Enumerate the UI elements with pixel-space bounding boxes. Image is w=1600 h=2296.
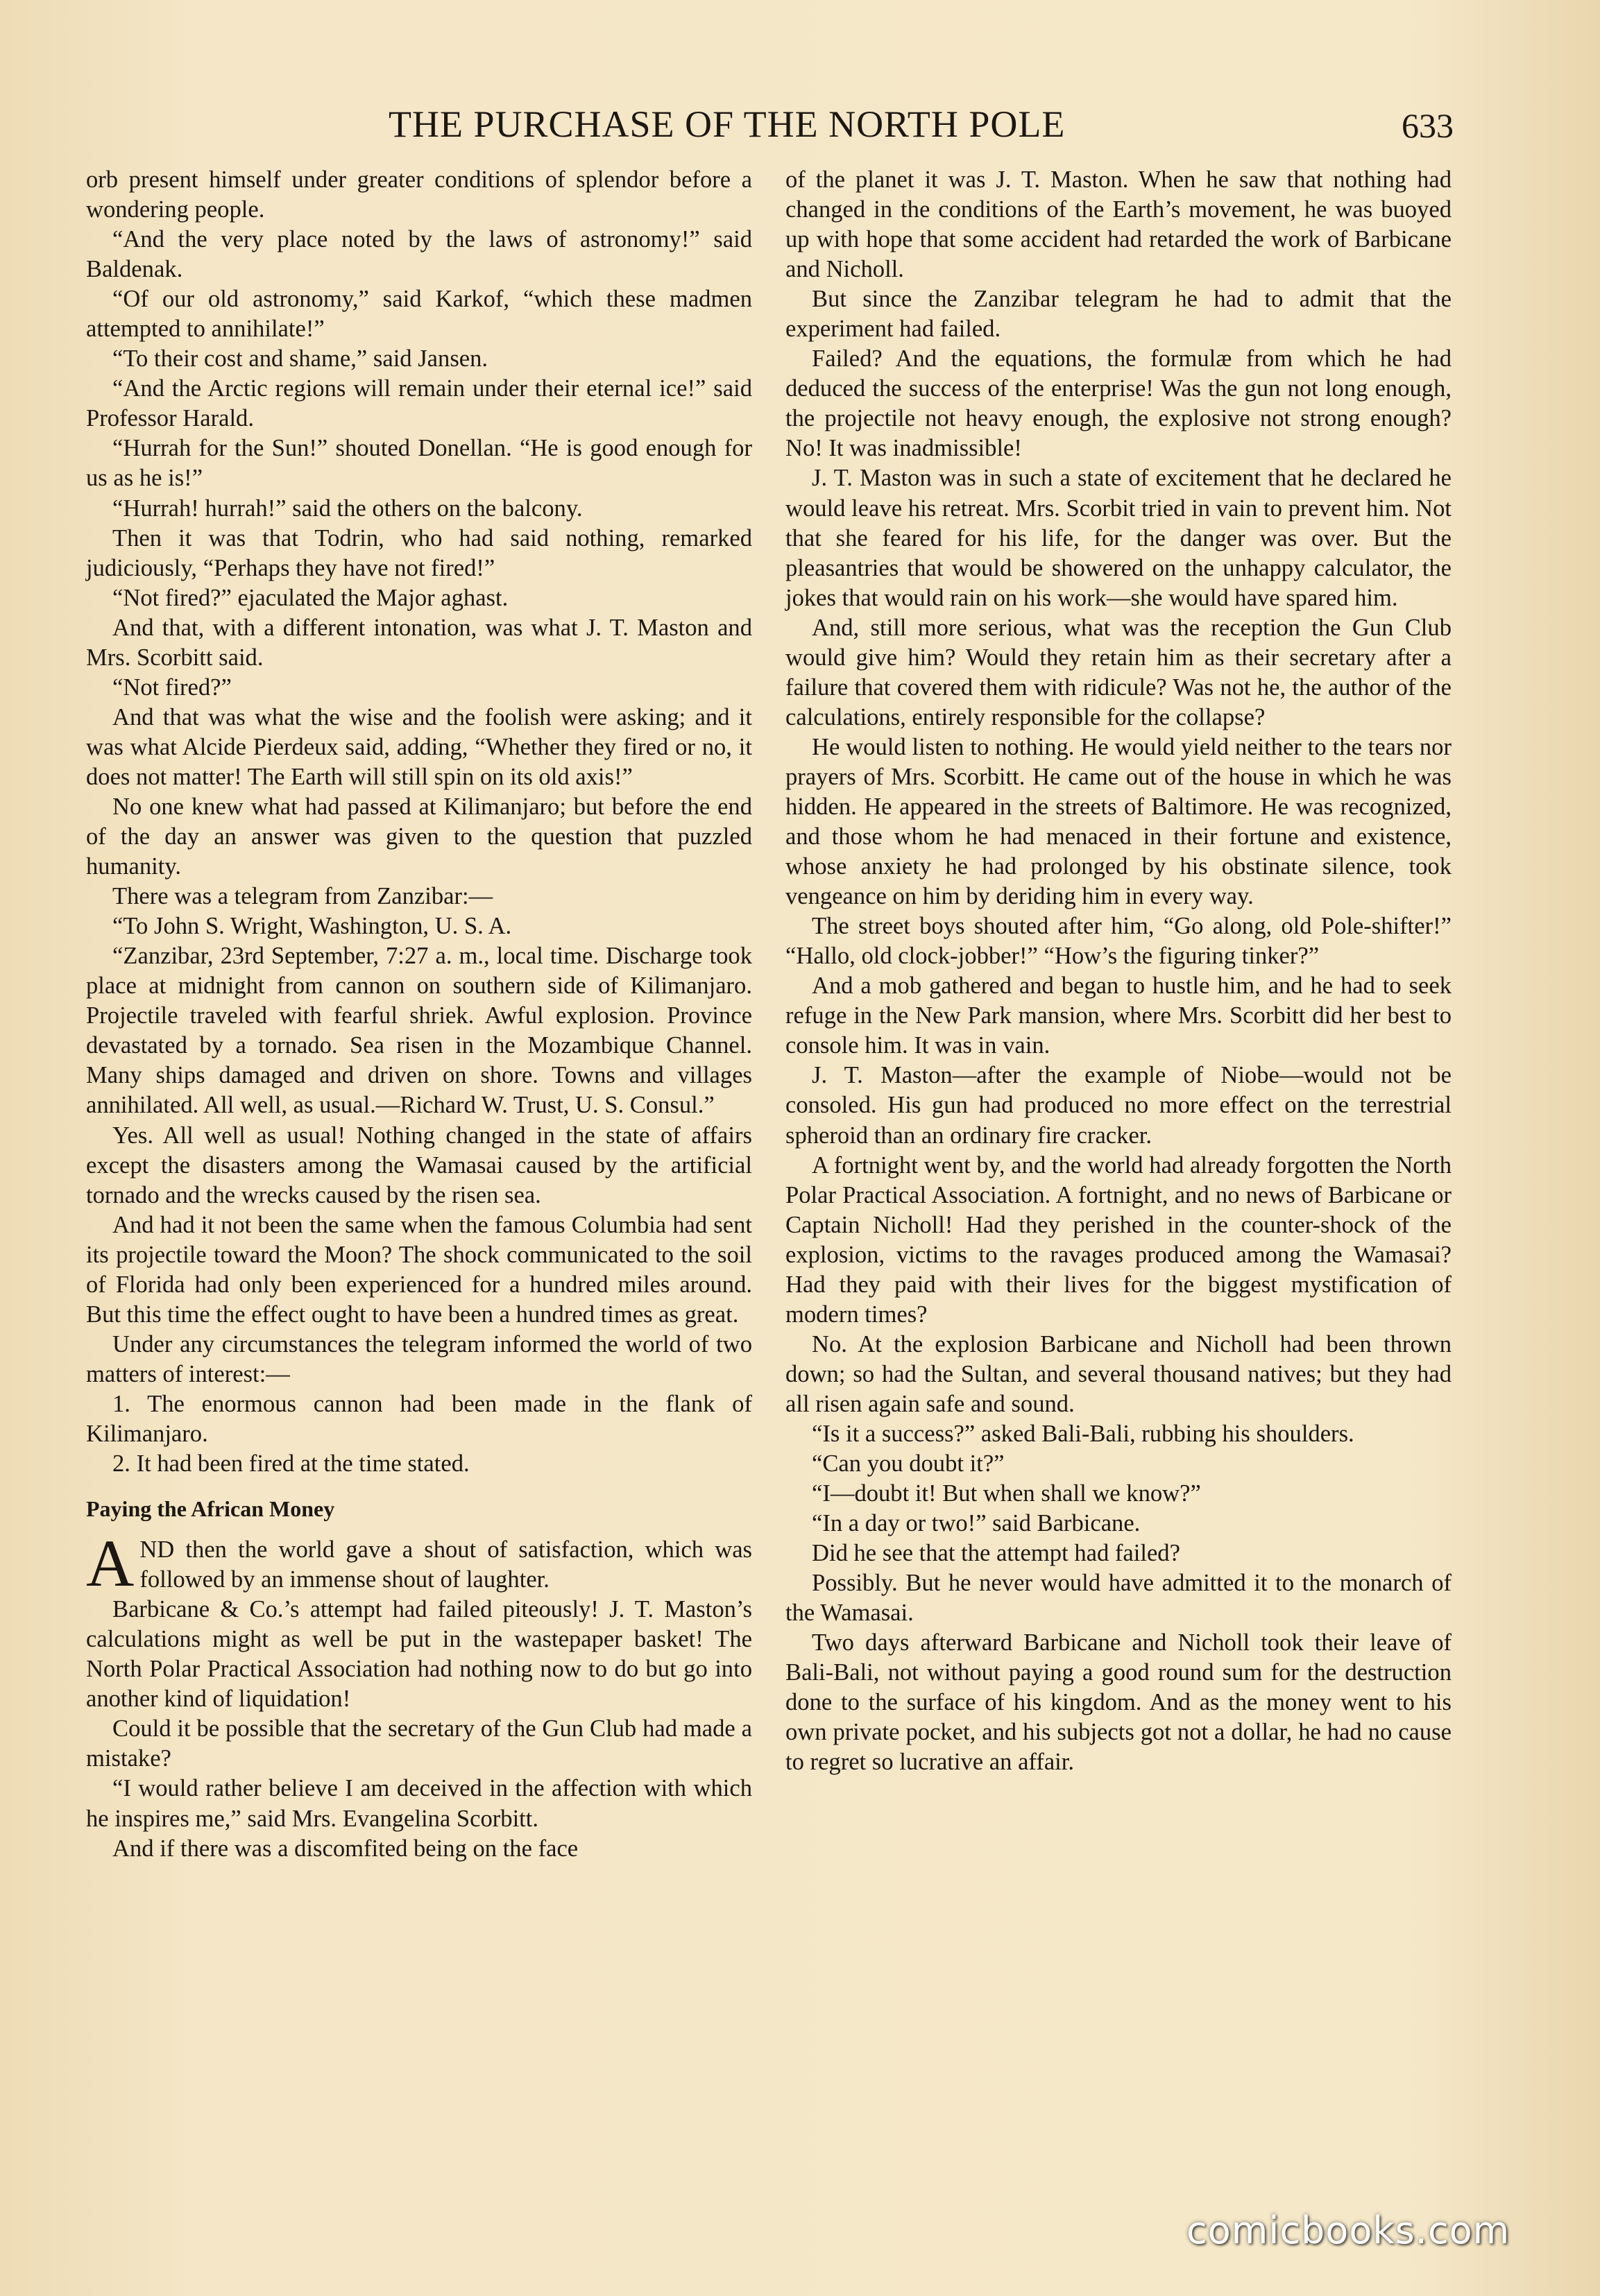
dropcap-paragraph	[86, 1526, 752, 1601]
right-column	[785, 165, 1452, 1778]
paragraph: “In a day or two!” said Barbicane.	[812, 1510, 1141, 1537]
paragraph: “Not fired?”	[112, 674, 232, 701]
paragraph: And, still more serious, what was the reception the Gun Club would give him? Would they retain him as their secretary after a failure that covered them with ridicule? Was not he, the author of the calculations, entirely responsible for the collapse?	[785, 614, 1452, 730]
paragraph: “And the very place noted by the laws of astronomy!” said Baldenak.	[86, 226, 752, 283]
paragraph: And that was what the wise and the foolish were asking; and it was what Alcide Pierdeux said, adding, “Whether they fired or no, it does not matter! The Earth will still spin on its old axis!”	[86, 703, 752, 790]
paragraph: Under any circumstances the telegram informed the world of two matters of interest:—	[86, 1330, 752, 1387]
paragraph: “Zanzibar, 23rd September, 7:27 a. m., local time. Discharge took place at midnight from cannon on southern side of Kilimanjaro. Projectile traveled with fearful shriek. Awful explosion. Province devastated by a tornado. Sea risen in the Mozambique Channel. Many ships damaged and driven on shore. Towns and villages annihilated. All well, as usual.—Richard W. Trust, U. S. Consul.”	[86, 943, 752, 1119]
paragraph: “To John S. Wright, Washington, U. S. A.	[112, 913, 512, 940]
paragraph: And had it not been the same when the famous Columbia had sent its projectile toward the Moon? The shock communicated to the soil of Florida had only been experienced for a hundred miles around. But this time the effect ought to have been a hundred times as great.	[86, 1211, 752, 1328]
paragraph: Two days afterward Barbicane and Nicholl took their leave of Bali-Bali, not without paying a good round sum for the destruction done to the surface of his kingdom. And as the money went to his own private pocket, and his subjects got not a dollar, he had no cause to regret so lucrative an affair.	[785, 1629, 1452, 1776]
paragraph: He would listen to nothing. He would yield neither to the tears nor prayers of Mrs. Scorbitt. He came out of the house in which he was hidden. He appeared in the streets of Baltimore. He was recognized, and those whom he had menaced in their fortune and existence, whose anxiety he had prolonged by his obstinate silence, took vengeance on him by deriding him in every way.	[785, 733, 1452, 910]
page-number: 633	[1402, 106, 1454, 145]
paragraph: “And the Arctic regions will remain under their eternal ice!” said Professor Harald.	[86, 375, 752, 432]
paragraph: “Can you doubt it?”	[812, 1450, 1005, 1477]
list-item: 2. It had been fired at the time stated.	[112, 1450, 470, 1477]
page-header	[0, 103, 1600, 158]
paragraph: But since the Zanzibar telegram he had to admit that the experiment had failed.	[785, 286, 1452, 343]
paragraph: A fortnight went by, and the world had already forgotten the North Polar Practical Association. A fortnight, and no news of Barbicane or Captain Nicholl! Had they perished in the counter-shock of the explosion, victims to the ravages produced among the Wamasai? Had they paid with their lives for the biggest mystification of modern times?	[785, 1151, 1452, 1328]
paragraph: No. At the explosion Barbicane and Nicholl had been thrown down; so had the Sultan, and several thousand natives; but they had all risen again safe and sound.	[785, 1330, 1452, 1417]
paragraph: Possibly. But he never would have admitted it to the monarch of the Wamasai.	[785, 1570, 1452, 1627]
paragraph: “Hurrah for the Sun!” shouted Donellan. “He is good enough for us as he is!”	[86, 435, 752, 492]
paragraph: Could it be possible that the secretary of the Gun Club had made a mistake?	[86, 1715, 752, 1772]
paragraph: Did he see that the attempt had failed?	[812, 1540, 1180, 1567]
paragraph: of the planet it was J. T. Maston. When he saw that nothing had changed in the conditions of the Earth’s movement, he was buoyed up with hope that some accident had retarded the work of Barbicane and Nicholl.	[785, 166, 1452, 283]
paragraph: The street boys shouted after him, “Go along, old Pole-shifter!” “Hallo, old clock-jobber!” “How’s the figuring tinker?”	[785, 913, 1452, 970]
paragraph: No one knew what had passed at Kilimanjaro; but before the end of the day an answer was given to the question that puzzled humanity.	[86, 793, 752, 880]
dropcap-paragraph-text: ND then the world gave a shout of satisfaction, which was followed by an immense shout of laughter.	[139, 1536, 752, 1593]
paragraph: Yes. All well as usual! Nothing changed in the state of affairs except the disasters among the Wamasai caused by the artificial tornado and the wrecks caused by the risen sea.	[86, 1122, 752, 1208]
watermark: comicbooks.com	[1186, 2209, 1510, 2252]
paragraph: J. T. Maston—after the example of Niobe—would not be consoled. His gun had produced no more effect on the terrestrial spheroid than an ordinary fire cracker.	[785, 1062, 1452, 1149]
running-title: THE PURCHASE OF THE NORTH POLE	[389, 103, 1066, 145]
paragraph: “Is it a success?” asked Bali-Bali, rubbing his shoulders.	[812, 1420, 1354, 1447]
paragraph: “Hurrah! hurrah!” said the others on the balcony.	[112, 495, 583, 522]
paragraph: “Not fired?” ejaculated the Major aghast.	[112, 584, 509, 611]
paragraph: Failed? And the equations, the formulæ from which he had deduced the success of the enterprise! Was the gun not long enough, the projectile not heavy enough, the explosive not strong enough? No! It was inadmissible!	[785, 345, 1452, 462]
paragraph: And that, with a different intonation, was what J. T. Maston and Mrs. Scorbitt said.	[86, 614, 752, 671]
paragraph: J. T. Maston was in such a state of excitement that he declared he would leave his retreat. Mrs. Scorbit tried in vain to prevent him. Not that she feared for his life, for the danger was over. But the pleasantries that would be showered on the unhappy calculator, the jokes that would rain on his work—she would have spared him.	[785, 465, 1452, 611]
paragraph: orb present himself under greater conditions of splendor before a wondering people.	[86, 166, 752, 223]
paragraph: There was a telegram from Zanzibar:—	[112, 883, 493, 910]
paragraph: “To their cost and shame,” said Jansen.	[112, 345, 488, 372]
left-column	[86, 165, 752, 1864]
paragraph: “I—doubt it! But when shall we know?”	[812, 1480, 1201, 1507]
paragraph: And if there was a discomfited being on the face	[112, 1835, 579, 1862]
paragraph: And a mob gathered and began to hustle him, and he had to seek refuge in the New Park mansion, where Mrs. Scorbitt did her best to console him. It was in vain.	[785, 973, 1452, 1059]
paragraph: Barbicane & Co.’s attempt had failed piteously! J. T. Maston’s calculations might as well be put in the wastepaper basket! The North Polar Practical Association had nothing now to do but go into another kind of liquidation!	[86, 1596, 752, 1713]
paragraph: “Of our old astronomy,” said Karkof, “which these madmen attempted to annihilate!”	[86, 286, 752, 343]
section-heading: Paying the African Money	[86, 1496, 335, 1522]
list-item: 1. The enormous cannon had been made in the flank of Kilimanjaro.	[86, 1390, 752, 1447]
drop-cap: A	[86, 1526, 135, 1601]
paragraph: “I would rather believe I am deceived in the affection with which he inspires me,” said Mrs. Evangelina Scorbitt.	[86, 1775, 752, 1832]
paragraph: Then it was that Todrin, who had said nothing, remarked judiciously, “Perhaps they have not fired!”	[86, 524, 752, 581]
